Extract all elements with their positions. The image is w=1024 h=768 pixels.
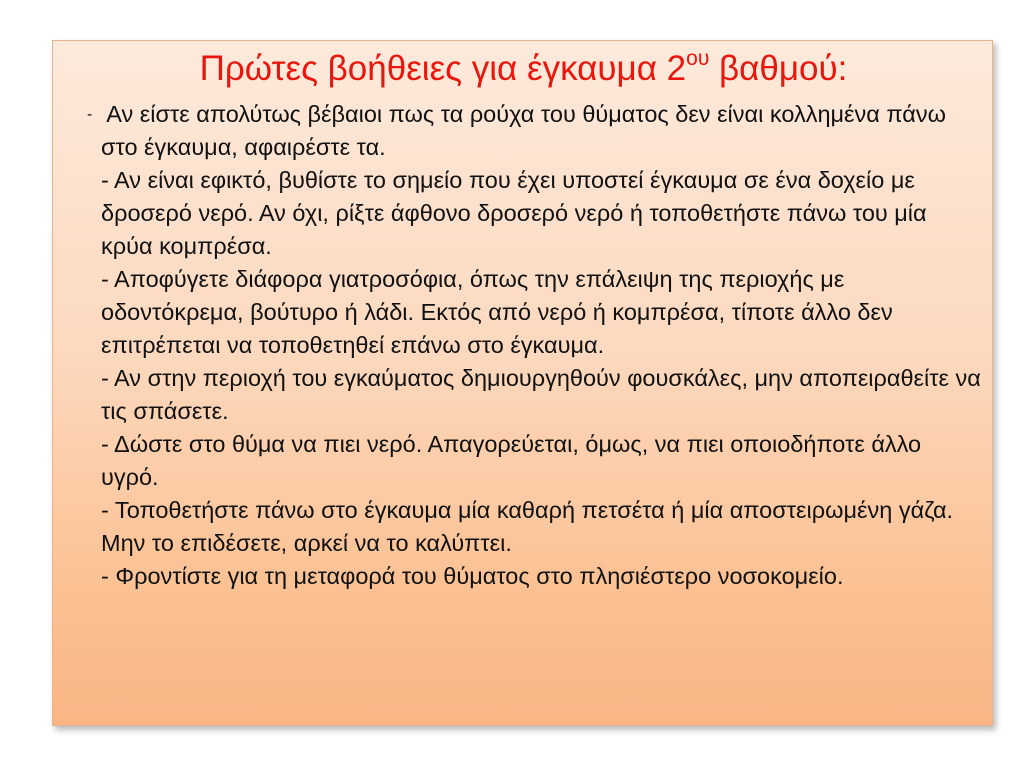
instruction-item: - Δώστε στο θύμα να πιει νερό. Απαγορεύεται, όμως, να πιει οποιοδήποτε άλλο υγρό.	[101, 431, 922, 490]
title-superscript: ου	[686, 47, 710, 70]
instruction-item: - Τοποθετήστε πάνω στο έγκαυμα μία καθαρή πετσέτα ή μία αποστειρωμένη γάζα. Μην το επιδέσετε, αρκεί να το καλύπτει.	[101, 497, 954, 556]
instruction-item	[87, 98, 983, 164]
content-box	[52, 40, 993, 726]
title-end: βαθμού:	[709, 49, 848, 88]
instruction-text: Αν είστε απολύτως βέβαιοι πως τα ρούχα του θύματος δεν είναι κολλημένα πάνω στο έγκαυμα, αφαιρέστε τα.	[101, 101, 946, 160]
instruction-item: - Αποφύγετε διάφορα γιατροσόφια, όπως την επάλειψη της περιοχής με οδοντόκρεμα, βούτυρο ή λάδι. Εκτός από νερό ή κομπρέσα, τίποτε άλλο δεν επιτρέπεται να τοποθετηθεί επάνω στο έγκαυμα.	[101, 266, 893, 358]
bullet-dash: -	[87, 106, 93, 123]
instruction-item: - Αν είναι εφικτό, βυθίστε το σημείο που έχει υποστεί έγκαυμα σε ένα δοχείο με δροσερό νερό. Αν όχι, ρίξτε άφθονο δροσερό νερό ή τοποθετήστε πάνω του μία κρύα κομπρέσα.	[101, 167, 927, 259]
instructions-body	[87, 98, 983, 593]
instruction-item: - Αν στην περιοχή του εγκαύματος δημιουργηθούν φουσκάλες, μην αποπειραθείτε να τις σπάσετε.	[101, 365, 981, 424]
instruction-item: - Φροντίστε για τη μεταφορά του θύματος στο πλησιέστερο νοσοκομείο.	[101, 563, 844, 589]
slide-title	[53, 45, 994, 93]
title-main: Πρώτες βοήθειες για έγκαυμα 2	[199, 49, 687, 88]
